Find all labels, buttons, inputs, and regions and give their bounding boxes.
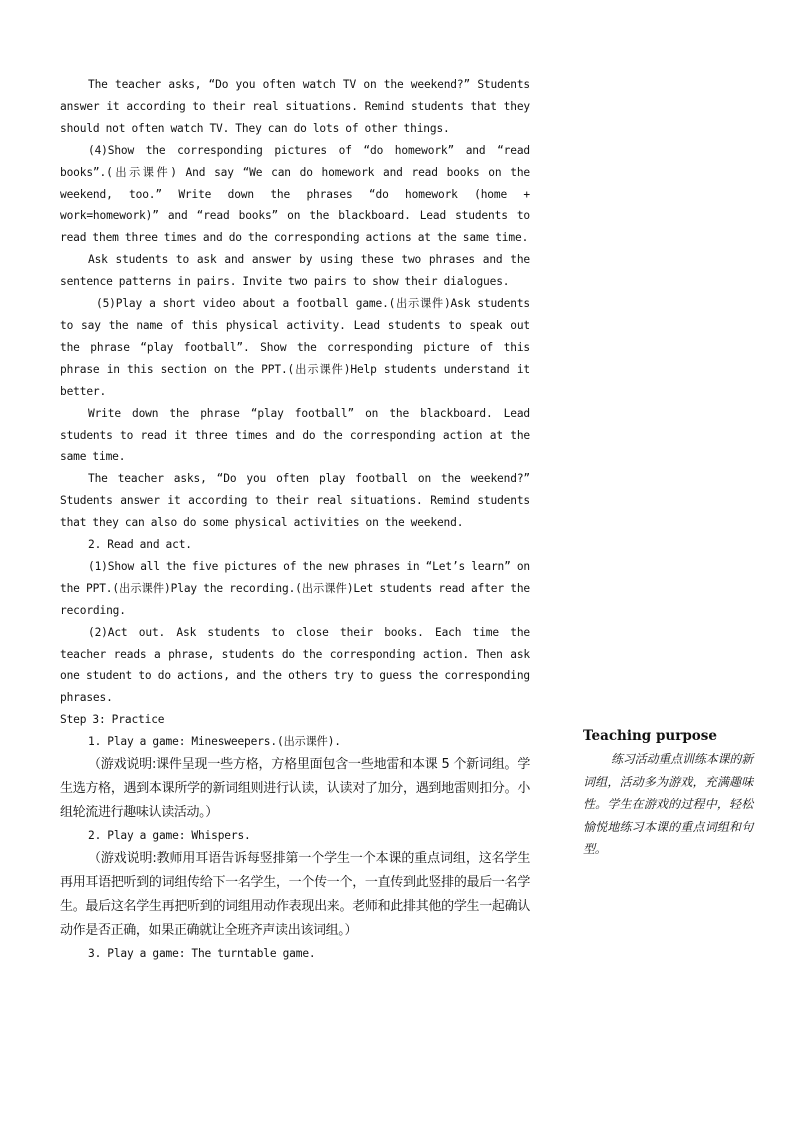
paragraph-write-play-football: Write down the phrase “play football” on the blackboard. Lead students to read it three times and do the corresponding action at the same time. — [60, 406, 530, 464]
teaching-purpose-body: 练习活动重点训练本课的新词组，活动多为游戏，充满趣味性。学生在游戏的过程中，轻松愉悦地练习本课的重点词组和句型。 — [583, 752, 753, 856]
game-turntable: 3. Play a game: The turntable game. — [88, 947, 316, 960]
paragraph-teacher-asks-tv: The teacher asks, “Do you often watch TV on the weekend?” Students answer it according to their real situations. Remind students that they should not often watch TV. They can do lots of other things. — [60, 78, 530, 135]
paragraph-teacher-asks-football: The teacher asks, “Do you often play football on the weekend?” Students answer it according to their real situations. Remind students that they can also do some physical activities on the weekend. — [60, 472, 530, 530]
game-whispers: 2. Play a game: Whispers. — [88, 829, 251, 843]
game-minesweepers: 1. Play a game: Minesweepers.(出示课件). — [88, 735, 341, 749]
paragraph-step-4-homework-books: (4)Show the corresponding pictures of “do homework” and “read books”.(出示课件) And say “We can do homework and read books on the weekend, too.” Write down the phrases “do homework (home + work=homework)” and “read books” on the blackboard. Lead students to read them three times and do the corresponding actions at the same time. — [60, 143, 530, 245]
heading-step-3-practice: Step 3: Practice — [60, 713, 165, 727]
teaching-purpose-note — [583, 726, 753, 861]
paragraph-act-out: (2)Act out. Ask students to close their books. Each time the teacher reads a phrase, students do the corresponding action. Then ask one student to do actions, and the others try to guess the corresponding phrases. — [60, 625, 530, 705]
paragraph-show-five-pictures: (1)Show all the five pictures of the new phrases in “Let’s learn” on the PPT.(出示课件)Play the recording.(出示课件)Let students read after the recording. — [60, 559, 530, 617]
game-minesweepers-description: （游戏说明:课件呈现一些方格，方格里面包含一些地雷和本课 5 个新词组。学生选方格，遇到本课所学的新词组则进行认读，认读对了加分，遇到地雷则扣分。小组轮流进行趣味认读活动。） — [60, 757, 530, 821]
lesson-plan-body — [60, 74, 530, 965]
paragraph-step-5-football: (5)Play a short video about a football game.(出示课件)Ask students to say the name of this physical activity. Lead students to speak out the phrase “play football”. Show the corresponding picture of this phrase in this section on the PPT.(出示课件)Help students understand it better. — [60, 297, 530, 398]
teaching-purpose-title: Teaching purpose — [583, 728, 717, 744]
heading-read-and-act: 2. Read and act. — [88, 538, 192, 552]
paragraph-pair-dialogues: Ask students to ask and answer by using these two phrases and the sentence patterns in pairs. Invite two pairs to show their dialogues. — [60, 253, 530, 289]
game-whispers-description: （游戏说明:教师用耳语告诉每竖排第一个学生一个本课的重点词组，这名学生再用耳语把听到的词组传给下一名学生，一个传一个，一直传到此竖排的最后一名学生。最后这名学生再把听到的词组用动作表现出来。老师和此排其他的学生一起确认动作是否正确，如果正确就让全班齐声读出该词组。） — [60, 851, 530, 938]
